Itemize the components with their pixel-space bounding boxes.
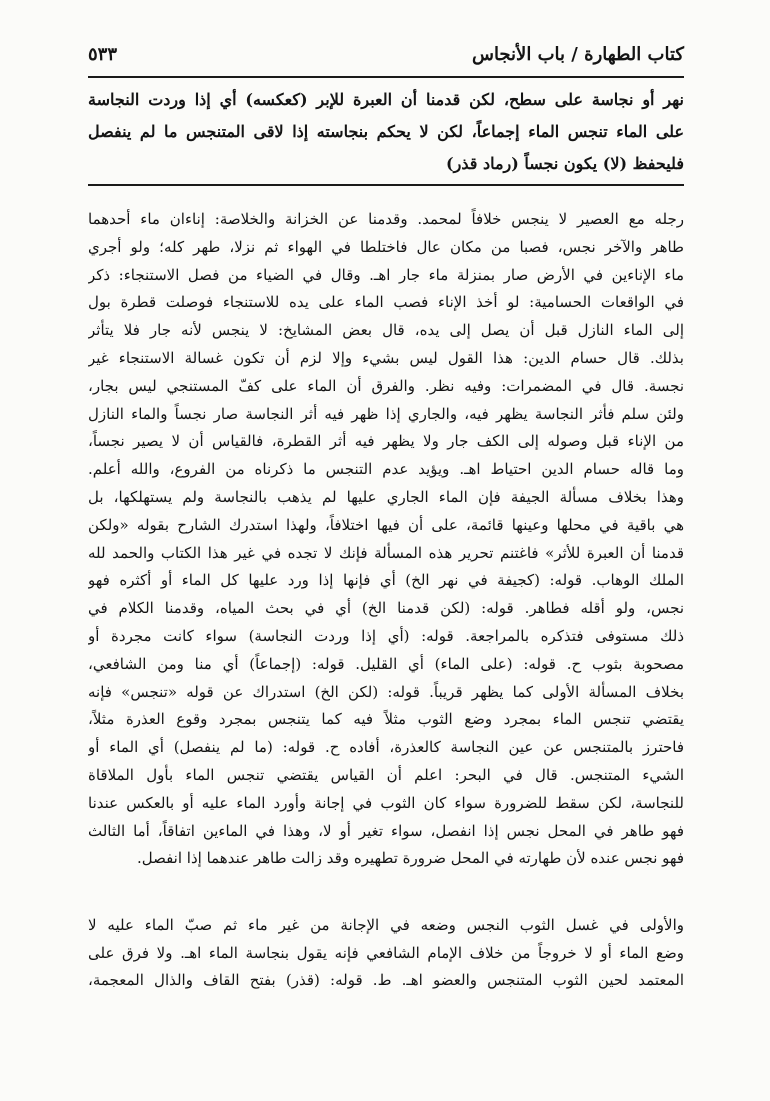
commentary-line: يقتضي تنجس الماء بمجرد وضع الثوب مثلاً فيه كما يتنجس بمجرد وقوع العذرة مثلاً، <box>88 710 684 729</box>
footnote-line: والأولى في غسل الثوب النجس وضعه في الإجانة من غير ماء ثم صبّ الماء عليه لا <box>88 916 684 934</box>
commentary-line: فاحترز بالمتنجس عن عين النجاسة كالعذرة، أفاده ح. قوله: (ما لم ينفصل) أي الماء أو <box>88 738 684 757</box>
commentary-line: في الواقعات الحسامية: لو أخذ الإناء فصب الماء على يده للاستنجاء فوصلت قطرة بول <box>88 293 684 312</box>
main-text <box>88 84 684 180</box>
text-commentary-divider <box>88 184 684 186</box>
commentary-line: بذلك. قال حسام الدين: هذا القول ليس بشيء وإلا لزم أن تكون غسالة الاستنجاء غير <box>88 348 684 367</box>
commentary-line: رجله مع العصير لا ينجس خلافاً لمحمد. وقدمنا عن الخزانة والخلاصة: إناءان ماء أحدهما <box>88 210 684 228</box>
commentary-line: الشيء المتنجس. قال في البحر: اعلم أن القياس يقتضي تنجس الماء بأول الملاقاة <box>88 765 684 784</box>
commentary-line: مصحوبة بثوب ح. قوله: (على الماء) أي القليل. قوله: (إجماعاً) أي منا ومن الشافعي، <box>88 654 684 673</box>
running-title: كتاب الطهارة / باب الأنجاس <box>471 44 684 65</box>
commentary <box>88 206 684 873</box>
footnote <box>88 912 684 995</box>
commentary-line: بخلاف المسألة الأولى كما يظهر قريباً. قوله: (لكن الخ) استدراك عن قوله «تنجس» فإنه <box>88 682 684 701</box>
main-text-line: فليحفظ (لا) يكون نجساً (رماد قذر) <box>446 154 684 173</box>
commentary-line: هي باقية في محلها وعينها قائمة، على أن فيها اختلافاً، ولهذا استدرك الشارح بقوله «ولكن <box>88 515 684 534</box>
main-text-line: على الماء تنجس الماء إجماعاً، لكن لا يحكم بنجاسته إذا لاقى المتنجس ما لم ينفصل <box>88 122 684 141</box>
header-divider <box>88 76 684 78</box>
commentary-line: فهو نجس عنده لأن طهارته في المحل ضرورة تطهيره وقد زالت طاهر عندهما إذا انفصل. <box>136 849 684 868</box>
page-number: ٥٣٣ <box>88 44 118 65</box>
commentary-line: إلى الماء النازل قبل أن يصل إلى يده، قال بعض المشايخ: لا ينجس لأنه جار فلا يتأثر <box>88 321 684 340</box>
commentary-line: نجسة. قال في المضمرات: وفيه نظر. والفرق أن الماء على كفّ المستنجي ليس بجار، <box>88 376 684 395</box>
commentary-line: ماء الإناءين في الأرض صار بمنزلة ماء جار اهـ. وقال في الضياء من فصل الاستنجاء: ذكر <box>88 265 684 284</box>
commentary-line: فهو طاهر في المحل نجس إذا انفصل، سواء تغير أو لا، وهذا في الماءين اتفاقاً، أما الثالث <box>88 821 684 840</box>
commentary-line: ذلك مستوفى فتذكره بالمراجعة. قوله: (أي إذا وردت النجاسة) سواء كانت مجردة أو <box>88 626 684 645</box>
footnote-line: المعتمد لحين الثوب المتنجس والعضو اهـ. ط. قوله: (قذر) بفتح القاف والذال المعجمة، <box>88 971 684 989</box>
footnote-line: وضع الماء أو لا خروجاً من خلاف الإمام الشافعي فإنه يقول بنجاسة الماء اهـ. ولا فرق على <box>88 943 684 962</box>
commentary-line: وما قاله حسام الدين احتياط اهـ. ويؤيد عدم التنجس ما ذكرناه من الفروع، والله أعلم. <box>88 460 684 479</box>
main-text-line: نهر أو نجاسة على سطح، لكن قدمنا أن العبرة للإبر (كعكسه) أي إذا وردت النجاسة <box>88 90 684 109</box>
commentary-line: الملك الوهاب. قوله: (كجيفة في نهر الخ) أي فإنها إذا ورد عليها كل الماء أو أكثره فهو <box>88 571 684 590</box>
commentary-line: نجس، ولو أقله فطاهر. قوله: (لكن قدمنا الخ) أي في بحث المياه، وقدمنا الكلام في <box>88 599 684 618</box>
commentary-line: ولئن سلم فأثر النجاسة يظهر فيه، والجاري إذا ظهر فيه أثر النجاسة صار نجساً والماء النازل <box>88 404 684 423</box>
commentary-line: من الإناء قبل وصوله إلى الكف جار ولا يظهر فيه أثر القطرة، فالقياس أن لا يصير نجساً، <box>88 432 684 451</box>
page-header <box>88 40 684 74</box>
commentary-line: قدمنا أن العبرة للأثر» فاغتنم تحرير هذه المسألة فإنك لا تجده في غير هذا الكتاب والحمد لله <box>88 543 684 562</box>
commentary-line: للنجاسة، لكن سقط للضرورة سواء كان الثوب في إجانة وأورد الماء عليه أو بالعكس عندنا <box>88 793 684 812</box>
commentary-line: وهذا بخلاف مسألة الجيفة فإن الماء الجاري عليها لم يذهب بالنجاسة ولم يستهلكها، بل <box>88 487 684 506</box>
commentary-line: طاهر والآخر نجس، فصبا من مكان عال فاختلطا في الهواء ثم نزلا، طهر كله؛ ولو أجري <box>88 237 684 256</box>
